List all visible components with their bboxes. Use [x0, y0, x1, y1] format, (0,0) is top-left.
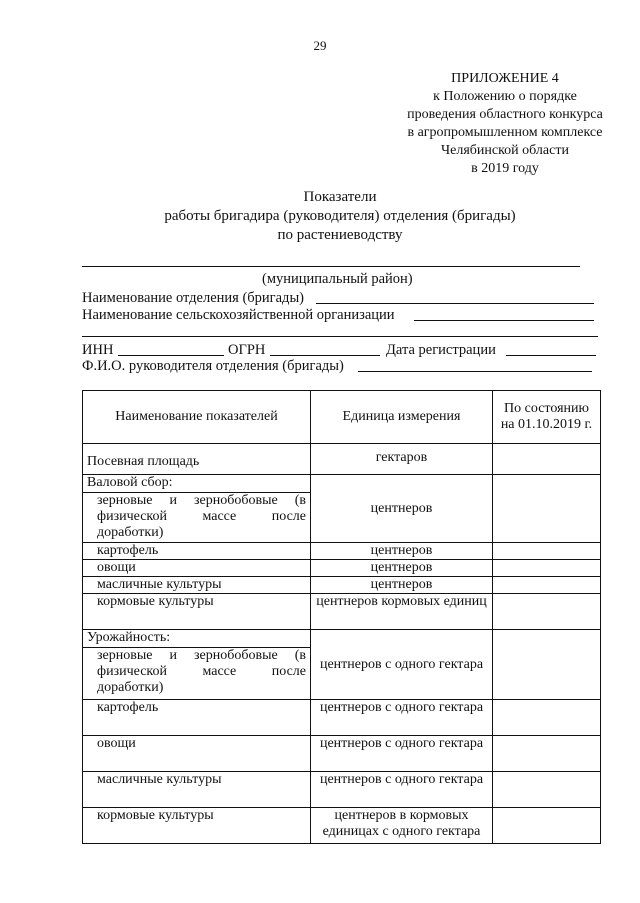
row-name: Валовой сбор: — [83, 475, 311, 493]
ogrn-label: ОГРН — [228, 342, 266, 358]
title-line: Показатели — [303, 189, 377, 205]
table-header-row — [83, 391, 601, 444]
table-row — [83, 630, 601, 648]
head-name-blank-line — [358, 371, 592, 372]
row-name: овощи — [83, 736, 311, 772]
indicators-table — [82, 390, 601, 844]
table-row — [83, 475, 601, 493]
row-name: масличные культуры — [83, 772, 311, 808]
row-name: картофель — [83, 543, 311, 560]
row-name: зерновые и зернобобовые (в физической массе после доработки) — [83, 648, 311, 700]
title-line: работы бригадира (руководителя) отделения (бригады) — [164, 208, 516, 224]
header-status-date: По состоянию на 01.10.2019 г. — [493, 391, 601, 444]
appendix-line: ПРИЛОЖЕНИЕ 4 — [451, 71, 559, 86]
head-name-label: Ф.И.О. руководителя отделения (бригады) — [82, 358, 344, 374]
table-row — [83, 543, 601, 560]
row-unit: центнеров с одного гектара — [311, 736, 493, 772]
title-line: по растениеводству — [277, 227, 403, 243]
org-name-continuation-line — [82, 336, 598, 337]
row-name: масличные культуры — [83, 577, 311, 594]
row-value-cell[interactable] — [493, 444, 601, 475]
ogrn-blank-line — [270, 355, 380, 356]
row-value-cell[interactable] — [493, 577, 601, 594]
row-name: зерновые и зернобобовые (в физической массе после доработки) — [83, 493, 311, 543]
table-row — [83, 700, 601, 736]
appendix-line: Челябинской области — [441, 143, 569, 158]
row-unit: центнеров с одного гектара — [311, 630, 493, 700]
row-value-cell[interactable] — [493, 543, 601, 560]
row-value-cell[interactable] — [493, 736, 601, 772]
row-name: кормовые культуры — [83, 594, 311, 630]
row-value-cell[interactable] — [493, 808, 601, 844]
row-unit: центнеров кормовых единиц — [311, 594, 493, 630]
division-name-label: Наименование отделения (бригады) — [82, 290, 305, 306]
row-name: картофель — [83, 700, 311, 736]
header-unit: Единица измерения — [311, 391, 493, 444]
document-title — [60, 188, 620, 245]
row-value-cell[interactable] — [493, 700, 601, 736]
appendix-line: в агропромышленном комплексе — [407, 125, 603, 140]
row-unit: центнеров — [311, 543, 493, 560]
table-row — [83, 736, 601, 772]
row-name: кормовые культуры — [83, 808, 311, 844]
table-row — [83, 772, 601, 808]
org-name-blank-line — [414, 320, 594, 321]
row-unit: центнеров — [311, 560, 493, 577]
table-row — [83, 577, 601, 594]
row-unit: центнеров — [311, 577, 493, 594]
reg-date-blank-line — [506, 355, 596, 356]
table-row — [83, 808, 601, 844]
row-unit: центнеров — [311, 475, 493, 543]
row-value-cell[interactable] — [493, 475, 601, 543]
inn-label: ИНН — [82, 342, 114, 358]
district-caption: (муниципальный район) — [262, 271, 413, 287]
appendix-line: проведения областного конкурса — [407, 107, 603, 122]
table-row — [83, 594, 601, 630]
org-name-label: Наименование сельскохозяйственной организации — [82, 307, 395, 323]
district-blank-line — [82, 266, 580, 267]
row-unit: центнеров в кормовых единицах с одного гектара — [311, 808, 493, 844]
row-value-cell[interactable] — [493, 594, 601, 630]
inn-blank-line — [118, 355, 224, 356]
division-name-blank-line — [316, 303, 594, 304]
table-row — [83, 444, 601, 475]
row-unit: центнеров с одного гектара — [311, 700, 493, 736]
row-unit: гектаров — [311, 444, 493, 475]
appendix-line: в 2019 году — [471, 161, 539, 176]
page-number: 29 — [313, 38, 327, 53]
row-name: Посевная площадь — [83, 444, 311, 475]
row-value-cell[interactable] — [493, 772, 601, 808]
row-name: Урожайность: — [83, 630, 311, 648]
appendix-header — [360, 70, 640, 178]
reg-date-label: Дата регистрации — [386, 342, 496, 358]
row-unit: центнеров с одного гектара — [311, 772, 493, 808]
appendix-line: к Положению о порядке — [433, 89, 577, 104]
row-value-cell[interactable] — [493, 630, 601, 700]
header-indicator-name: Наименование показателей — [83, 391, 311, 444]
row-value-cell[interactable] — [493, 560, 601, 577]
table-row — [83, 560, 601, 577]
row-name: овощи — [83, 560, 311, 577]
